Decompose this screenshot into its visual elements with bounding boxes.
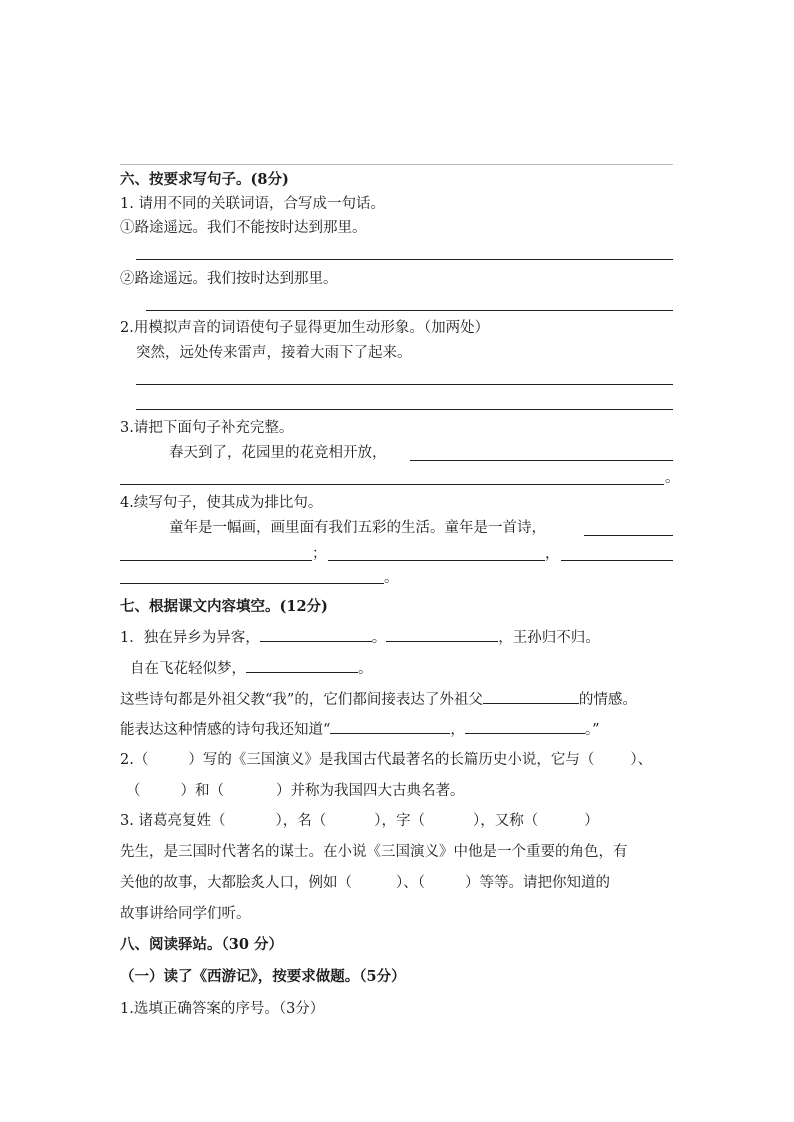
- s7-q1-poem-line-1: 1．独在异乡为异客，: [120, 630, 260, 646]
- s7-q2-open-2: （: [126, 783, 141, 799]
- s6-q1-item-b: ②路途遥远。我们按时达到那里。: [120, 271, 338, 287]
- s7-q1-blank-poem-2[interactable]: [465, 719, 585, 734]
- s7-q3-stories-end: ）等等。请把你知道的: [465, 875, 610, 891]
- s6-q2-answer-line-1[interactable]: [136, 384, 673, 385]
- s7-q1-poem-line-3: 自在飞花轻似梦，: [130, 661, 246, 677]
- s7-q3-stories-label: 关他的故事，大都脍炙人口，例如（: [120, 875, 352, 891]
- s7-q3-surname-label: 3. 诸葛亮复姓（: [120, 813, 226, 829]
- s7-q1-emotion-text: 这些诗句都是外祖父教“我”的，它们都间接表达了外祖父: [120, 692, 483, 708]
- s6-q1-answer-line-a[interactable]: [136, 259, 673, 260]
- s6-q4-sentence: 童年是一幅画，画里面有我们五彩的生活。童年是一首诗，: [169, 520, 546, 536]
- s6-q3-prompt: 3.请把下面句子补充完整。: [120, 420, 294, 436]
- s7-q1-quote-end: 。”: [584, 722, 600, 738]
- s7-q3-name-label: ），名（: [275, 813, 327, 829]
- s7-q1-more-poems-text: 能表达这种情感的诗句我还知道“: [120, 722, 331, 738]
- s7-q1-period-2: 。: [358, 661, 373, 677]
- s7-q3-alias-label: ），又称（: [472, 813, 539, 829]
- s6-q2-answer-line-2[interactable]: [136, 409, 673, 410]
- s6-q4-comma: ，: [545, 546, 560, 562]
- s7-q1-blank-1[interactable]: [260, 627, 372, 642]
- s6-q1-answer-line-b[interactable]: [146, 310, 673, 311]
- s7-q1-line-1: [120, 627, 600, 648]
- s7-q2-close-1: ）、: [630, 752, 653, 768]
- s6-q4-answer-line-3[interactable]: [328, 560, 545, 561]
- s6-q4-answer-line-5[interactable]: [120, 583, 384, 584]
- page-top-rule: [120, 164, 673, 165]
- s7-q3-courtesy-label: ），字（: [374, 813, 425, 829]
- s8-q1-prompt: 1.选填正确答案的序号。（3分）: [120, 1001, 325, 1017]
- s6-q4-answer-line-4[interactable]: [561, 560, 673, 561]
- s7-q1-line-2: [130, 658, 373, 679]
- s7-q3-line-2: 先生，是三国时代著名的谋士。在小说《三国演义》中他是一个重要的角色，有: [120, 844, 628, 860]
- s6-q3-answer-line-1[interactable]: [410, 460, 673, 461]
- s7-q2-text-3: ）并称为我国四大古典名著。: [276, 783, 465, 799]
- s7-q1-comma: ，: [450, 722, 465, 738]
- s7-q1-blank-poem-1[interactable]: [330, 719, 450, 734]
- section-6-title: 六、按要求写句子。(8分): [120, 171, 289, 188]
- s6-q4-answer-line-2[interactable]: [120, 560, 312, 561]
- s7-q3-line-1: [120, 811, 599, 831]
- s6-q2-sentence: 突然，远处传来雷声，接着大雨下了起来。: [136, 345, 412, 361]
- s7-q3-line-3: [120, 873, 610, 893]
- s6-q2-prompt: 2.用模拟声音的词语使句子显得更加生动形象。（加两处）: [120, 320, 490, 336]
- s6-q1-prompt: 1. 请用不同的关联词语，合写成一句话。: [120, 196, 385, 212]
- s7-q1-poem-line-2: ，王孙归不归。: [498, 630, 600, 646]
- s7-q3-line-4: 故事讲给同学们听。: [120, 906, 251, 922]
- s7-q2-open-1: 2.（: [120, 752, 149, 768]
- s7-q2-line-2: [126, 781, 465, 801]
- s7-q2-text-2: ）和（: [180, 783, 224, 799]
- s7-q1-line-3: [120, 689, 637, 710]
- s7-q1-blank-2[interactable]: [386, 627, 498, 642]
- s6-q4-prompt: 4.续写句子，使其成为排比句。: [120, 495, 323, 511]
- s6-q4-answer-line-1[interactable]: [584, 535, 673, 536]
- section-7-title: 七、根据课文内容填空。(12分): [120, 598, 328, 615]
- section-8-subtitle: （一）读了《西游记》，按要求做题。（5分）: [120, 968, 406, 985]
- s7-q1-blank-3[interactable]: [246, 658, 358, 673]
- s6-q1-item-a: ①路途遥远。我们不能按时达到那里。: [120, 220, 367, 236]
- s6-q3-sentence: 春天到了，花园里的花竞相开放，: [169, 445, 387, 461]
- s7-q1-line-4: [120, 719, 600, 740]
- s6-q4-semicolon: ；: [312, 546, 327, 562]
- s7-q1-emotion-end: 的情感。: [578, 692, 637, 708]
- s7-q3-close: ）: [584, 813, 599, 829]
- s7-q1-blank-emotion[interactable]: [483, 689, 579, 704]
- section-8-title: 八、阅读驿站。（30 分）: [120, 936, 283, 953]
- s7-q1-period-1: 。: [371, 630, 387, 646]
- s6-q4-end-mark: 。: [384, 570, 399, 586]
- s7-q3-stories-sep: ）、（: [396, 875, 425, 891]
- s7-q2-text-1: ）写的《三国演义》是我国古代最著名的长篇历史小说，它与（: [188, 752, 595, 768]
- s6-q3-answer-line-2[interactable]: [120, 484, 664, 485]
- s6-q3-end-mark: 。: [665, 470, 680, 486]
- s7-q2-line-1: [120, 750, 652, 770]
